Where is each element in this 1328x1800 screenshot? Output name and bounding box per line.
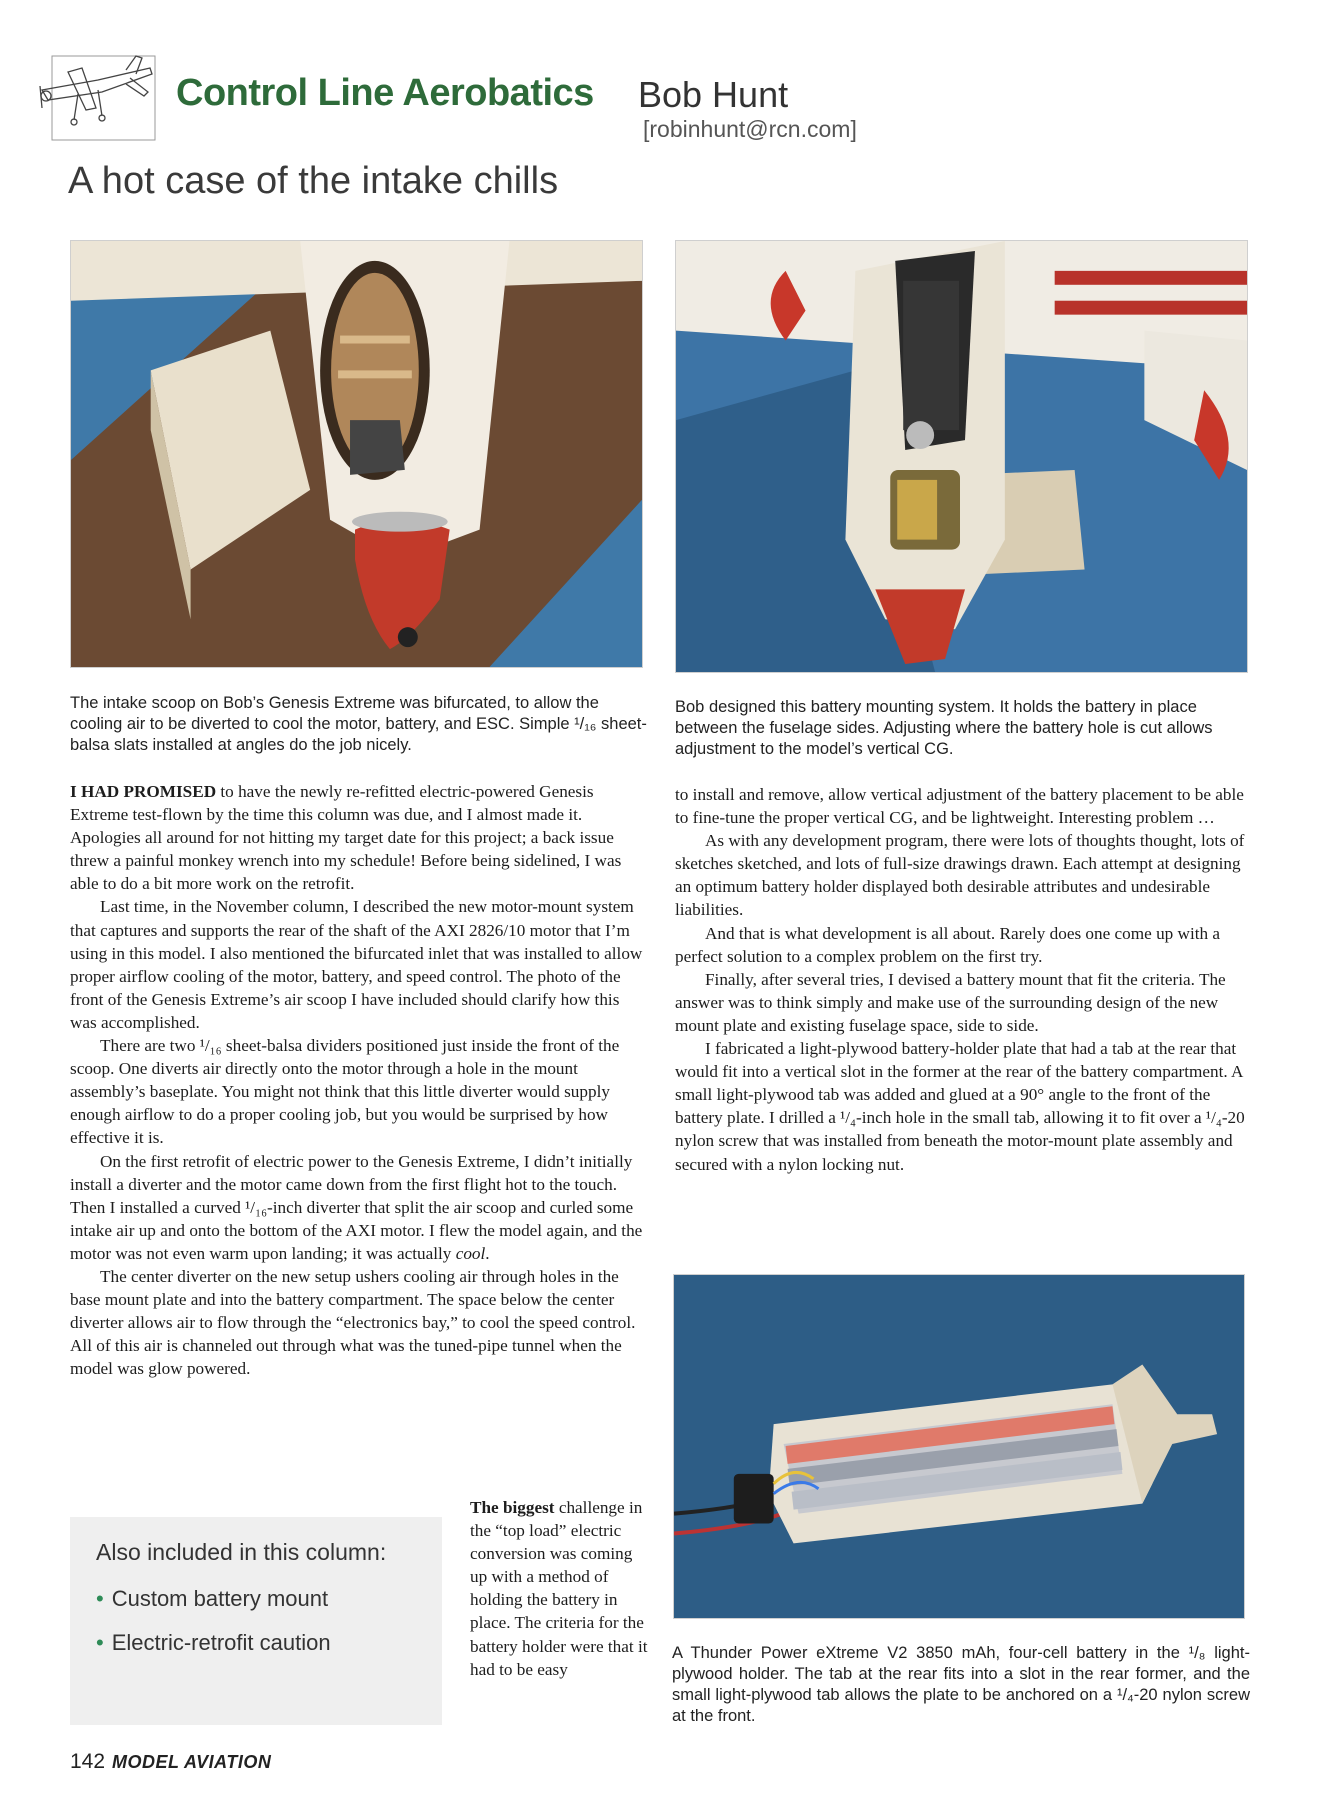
- sidebar-title: Also included in this column:: [96, 1539, 387, 1565]
- emphasis: cool: [455, 1243, 486, 1263]
- magazine-name: MODEL AVIATION: [112, 1752, 272, 1772]
- bullet-icon: •: [96, 1630, 104, 1655]
- sidebar-item-label: Electric-retrofit caution: [111, 1630, 331, 1655]
- author-name: Bob Hunt: [638, 74, 789, 115]
- bullet-icon: •: [96, 1586, 104, 1611]
- paragraph: And that is what development is all about. Rarely does one come up with a perfect solution to a complex problem on the first try.: [675, 923, 1221, 966]
- body-column-left: [70, 780, 647, 1380]
- caption-battery-mount: Bob designed this battery mounting system. It holds the battery in place between the fuselage sides. Adjusting where the battery hole is cut allows adjustment to the model’s vertical CG.: [675, 698, 1213, 758]
- column-logo: [38, 50, 158, 142]
- sidebar-item-label: Custom battery mount: [111, 1586, 329, 1611]
- paragraph: As with any development program, there were lots of thoughts thought, lots of sketches sketched, and lots of full-size drawings drawn. Each attempt at designing an optimum battery holder displayed both desirable attributes and undesirable liabilities.: [675, 831, 1245, 920]
- body-column-narrow: [470, 1496, 648, 1681]
- aerobatic-plane-sketch-icon: [38, 50, 158, 142]
- lead-in: The biggest: [470, 1498, 555, 1517]
- sidebar-item: [96, 1630, 416, 1656]
- paragraph-text: On the first retrofit of electric power to the Genesis Extreme, I didn’t initially install a diverter and the motor came down from the first flight hot to the touch. Then I installed a curved ¹/₁₆-inch diverter that split the air scoop and curled some intake air up and onto the bottom of the AXI motor. I flew the model again, and the motor was not even warm upon landing; it was actually: [70, 1151, 643, 1263]
- also-included-sidebar: [70, 1517, 442, 1725]
- paragraph-text: to have the newly re-refitted electric-powered Genesis Extreme test-flown by the time this column was due, and I almost made it. Apologies all around for not hitting my target date for this project; a back issue threw a painful monkey wrench into my schedule! Before being sidelined, I was able to do a bit more work on the retrofit.: [70, 782, 622, 894]
- paragraph: Finally, after several tries, I devised a battery mount that fit the criteria. The answer was to think simply and make use of the surrounding design of the new mount plate and existing fuselage space, side to side.: [675, 969, 1226, 1035]
- genesis-extreme-intake-scoop-photo: [70, 240, 643, 668]
- page-number: 142: [70, 1750, 106, 1773]
- author-email: [robinhunt@rcn.com]: [643, 116, 857, 142]
- article-headline: A hot case of the intake chills: [68, 160, 559, 202]
- caption-battery: A Thunder Power eXtreme V2 3850 mAh, four-cell battery in the ¹/₈ light-plywood holder. The tab at the rear fits into a slot in the rear former, and the small light-plywood tab allows the plate to be anchored on a ¹/₄-20 nylon screw at the front.: [672, 1644, 1250, 1725]
- lead-in: I HAD PROMISED: [70, 782, 217, 801]
- paragraph: [470, 1496, 648, 1681]
- paragraph: [70, 780, 647, 895]
- caption-intake-scoop: The intake scoop on Bob’s Genesis Extreme was bifurcated, to allow the cooling air to be diverted to cool the motor, battery, and ESC. Simple ¹/₁₆ sheet-balsa slats installed at angles do the job nicely.: [70, 694, 647, 754]
- paragraph-end: .: [485, 1243, 490, 1263]
- body-column-right: [675, 783, 1250, 1176]
- paragraph: [70, 1150, 647, 1265]
- paragraph: I fabricated a light-plywood battery-holder plate that had a tab at the rear that would fit into a vertical slot in the former at the rear of the battery compartment. A small light-plywood tab was added and glued at a 90° angle to the front of the battery plate. I drilled a ¹/₄-inch hole in the small tab, allowing it to fit over a ¹/₄-20 nylon screw that was installed from beneath the motor-mount plate assembly and secured with a nylon locking nut.: [675, 1039, 1245, 1174]
- paragraph: Last time, in the November column, I described the new motor-mount system that captures and supports the rear of the shaft of the AXI 2826/10 motor that I’m using in this model. I also mentioned the bifurcated inlet that was installed to allow proper airflow cooling of the motor, battery, and speed control. The photo of the front of the Genesis Extreme’s air scoop I have included should clarify how this was accomplished.: [70, 897, 643, 1032]
- paragraph: to install and remove, allow vertical adjustment of the battery placement to be able to fine-tune the proper vertical CG, and be lightweight. Interesting problem …: [675, 785, 1244, 828]
- paragraph: The center diverter on the new setup ushers cooling air through holes in the base mount plate and into the battery compartment. The space below the center diverter allows air to flow through the “electronics bay,” to cool the speed control. All of this air is channeled out through what was the tuned-pipe tunnel when the model was glow powered.: [70, 1266, 636, 1379]
- battery-mounting-system-photo: [675, 240, 1248, 673]
- paragraph-text: challenge in the “top load” electric conversion was coming up with a method of holding the battery in place. The criteria for the battery holder were that it had to be easy: [470, 1498, 648, 1679]
- sidebar-item: [96, 1586, 416, 1612]
- paragraph: There are two ¹/₁₆ sheet-balsa dividers positioned just inside the front of the scoop. One diverts air directly onto the motor through a hole in the mount assembly’s baseplate. You might not think that this little diverter would supply enough airflow to do a proper cooling job, but you would be surprised by how effective it is.: [70, 1036, 620, 1148]
- thunder-power-battery-photo: [673, 1274, 1245, 1619]
- column-title: Control Line Aerobatics: [176, 72, 594, 114]
